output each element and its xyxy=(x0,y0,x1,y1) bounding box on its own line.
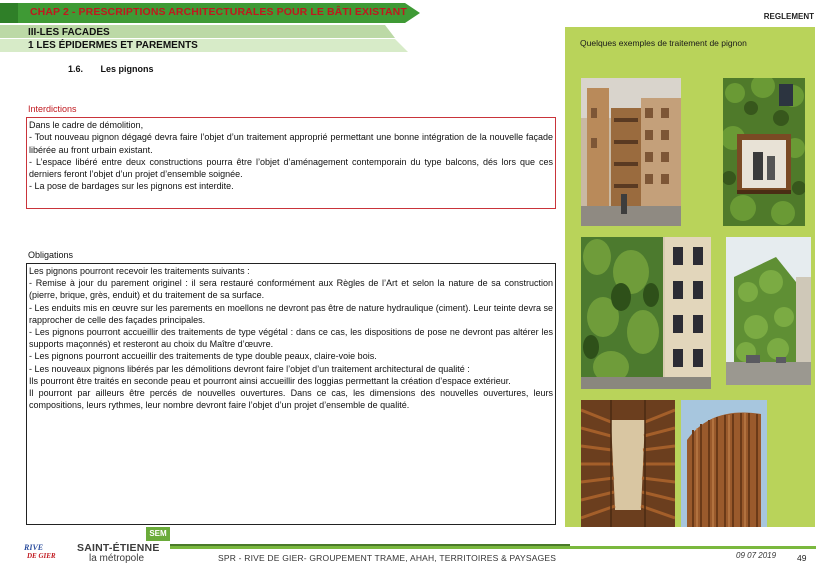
wood-cladding-photo-icon xyxy=(681,400,767,527)
obligations-line: - Les pignons pourront accueillir des traitements de type double peaux, claire-voie bois. xyxy=(29,351,377,362)
chapter-banner xyxy=(0,3,420,23)
footer-rule xyxy=(170,546,816,549)
building-photo-icon xyxy=(581,78,681,226)
obligations-box xyxy=(26,263,556,525)
section-banner xyxy=(0,25,408,55)
examples-panel xyxy=(565,27,815,527)
chapter-title: CHAP 2 - PRESCRIPTIONS ARCHITECTURALES POUR LE BÂTI EXISTANT xyxy=(30,6,407,18)
interdictions-label: Interdictions xyxy=(28,104,77,114)
obligations-line: Ils pourront être traités en seconde peau et pourront ainsi accueillir des loggias permettant la création d’espace extérieur. xyxy=(29,375,511,386)
photo-green-wall-window xyxy=(723,78,805,226)
obligations-line: - Remise à jour du parement originel : il sera restauré conformément aux Règles de l’Art et selon la nature de sa construction (pierre, brique, grès, enduit) et du traitement de sa surface. xyxy=(29,278,553,301)
obligations-label: Obligations xyxy=(28,250,74,260)
obligations-line: Il pourront par ailleurs être percés de nouvelles ouvertures. Dans ce cas, les dimensions des nouvelles ouvertures, leurs compositions, leurs rythmes, leur nombre devront faire l’objet d’un projet d’ensemble de qualité. xyxy=(29,388,553,411)
section-title: III-LES FACADES xyxy=(28,27,110,38)
wood-slats-photo-icon xyxy=(581,400,675,527)
green-facade-photo-icon xyxy=(726,237,811,385)
interdictions-line: - Tout nouveau pignon dégagé devra faire l’objet d’un traitement approprié permettant une bonne intégration de la nouvelle façade libérée au front urbain existant. xyxy=(29,132,553,155)
obligations-line: Les pignons pourront recevoir les traitements suivants : xyxy=(29,266,250,276)
interdictions-line: - La pose de bardages sur les pignons est interdite. xyxy=(29,181,234,192)
page-number: 49 xyxy=(797,553,807,563)
sub-heading xyxy=(68,64,154,74)
sub-heading-title: Les pignons xyxy=(100,64,154,74)
green-wall-photo-icon xyxy=(723,78,805,226)
reglement-label: REGLEMENT xyxy=(763,12,814,21)
brand-sub: la métropole xyxy=(89,553,145,564)
interdictions-line: Dans le cadre de démolition, xyxy=(29,120,144,130)
rive-de-gier-logo xyxy=(24,539,58,563)
subsection-title: 1 LES ÉPIDERMES ET PAREMENTS xyxy=(28,40,198,51)
footer-date: 09 07 2019 xyxy=(736,551,777,560)
brand-main: SAINT-ÉTIENNE xyxy=(77,542,160,554)
sem-badge: SEM xyxy=(146,527,170,541)
footer-credits: SPR - RIVE DE GIER- GROUPEMENT TRAME, AHAH, TERRITOIRES & PAYSAGES xyxy=(218,553,557,563)
sub-heading-number: 1.6. xyxy=(68,64,84,74)
obligations-line: - Les enduits mis en œuvre sur les parements en moellons ne devront pas être de nature hydraulique (ciment). Leur teinte devra se rapprocher de celle des façades principales. xyxy=(29,302,553,325)
interdictions-box xyxy=(26,117,556,209)
photo-wood-cladding-curve xyxy=(681,400,767,527)
photo-wood-slats-corridor xyxy=(581,400,675,527)
photo-balcony-building xyxy=(581,78,681,226)
logo-gier-text: DE GIER xyxy=(27,552,56,560)
photo-vertical-garden-street xyxy=(581,237,711,389)
obligations-line: - Les nouveaux pignons libérés par les démolitions devront faire l’objet d’un traitement architectural de qualité : xyxy=(29,363,470,374)
examples-title: Quelques exemples de traitement de pignon xyxy=(580,38,747,48)
photo-green-facade-corner xyxy=(726,237,811,385)
logo-rive-text: RIVE xyxy=(24,543,44,552)
interdictions-line: - L’espace libéré entre deux constructions pourra être l’objet d’aménagement contemporain du type balcons, dés lors que ces derniers feront l’objet d’un projet d’ensemble soignée. xyxy=(29,156,553,180)
vertical-garden-photo-icon xyxy=(581,237,711,389)
obligations-line: - Les pignons pourront accueillir des traitements de type végétal : dans ce cas, les dispositions de pose ne devront pas altérer les supports maçonnés) et resteront au choix du Maître d’œuvre. xyxy=(29,327,553,350)
